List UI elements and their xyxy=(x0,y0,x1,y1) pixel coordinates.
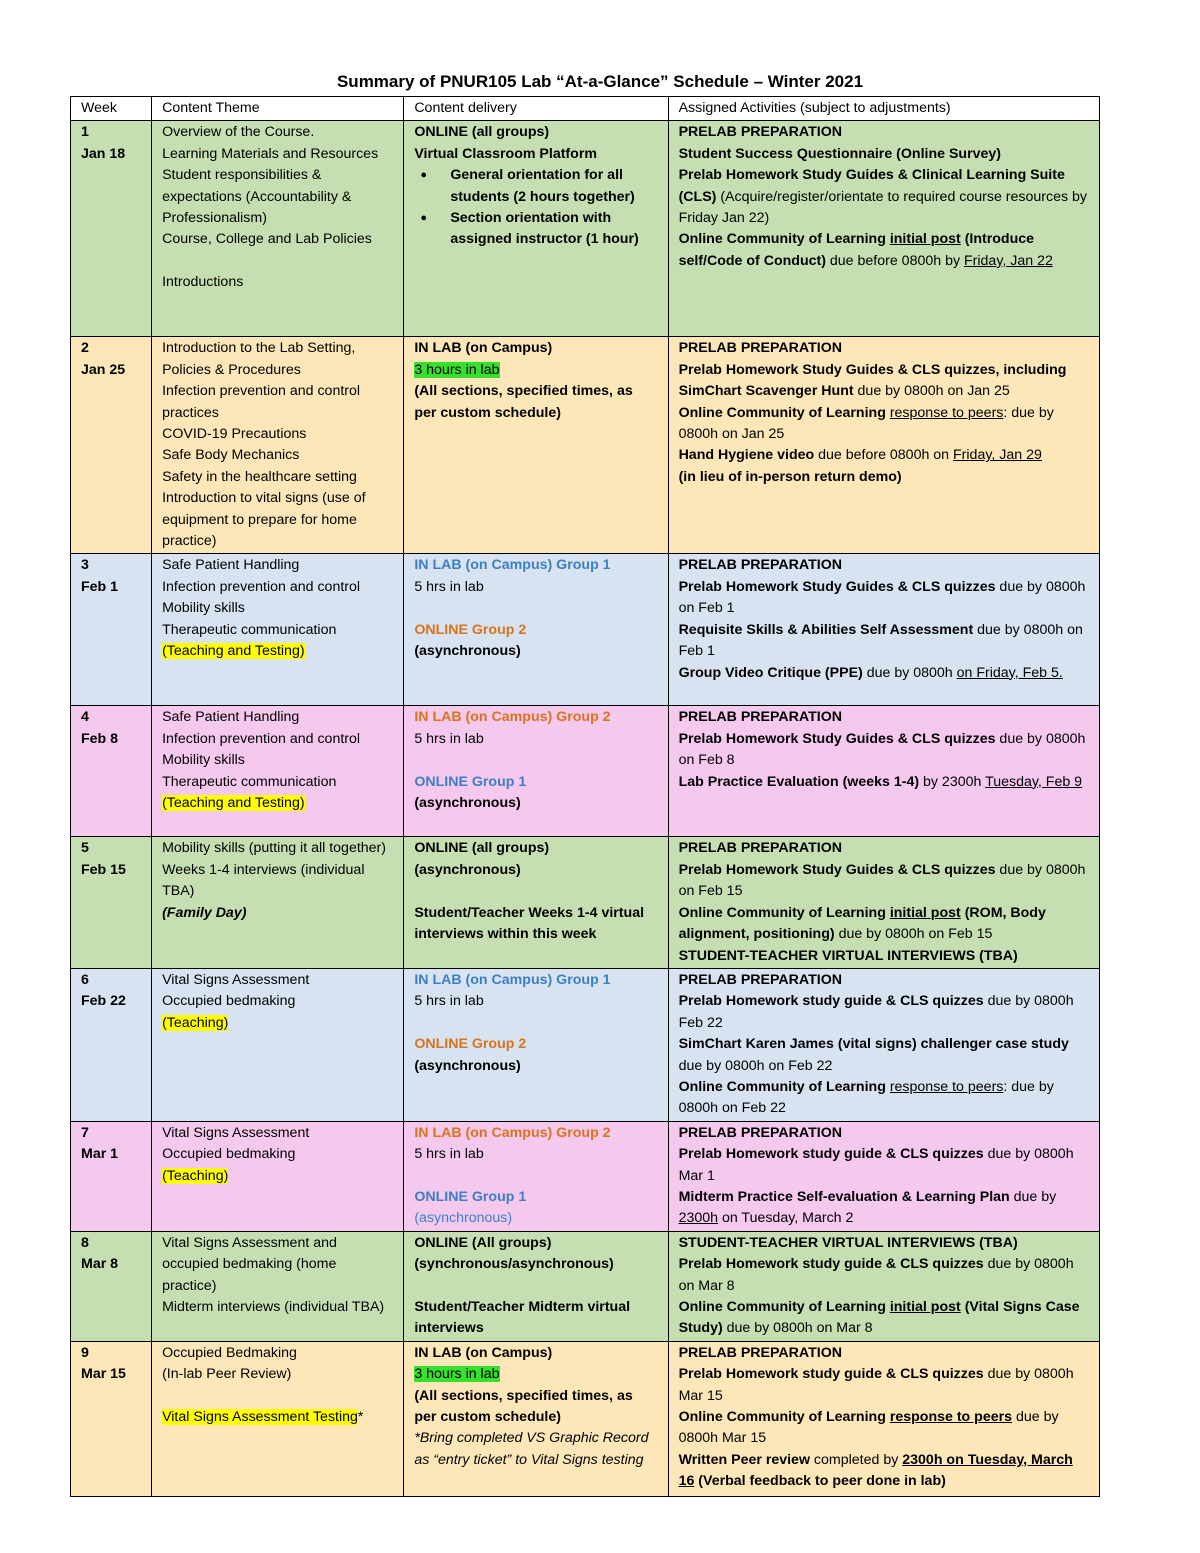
delivery-mode: ONLINE (all groups) xyxy=(414,124,550,141)
table-row xyxy=(71,706,1100,837)
theme-line: Occupied bedmaking xyxy=(162,993,296,1010)
activity-item xyxy=(679,1077,1089,1120)
activity-text: (Vital Signs Case Study) xyxy=(678,1299,1080,1337)
theme-line: Therapeutic communication xyxy=(162,621,337,638)
delivery-note: (asynchronous) xyxy=(414,795,521,812)
activity-text: completed by xyxy=(809,1451,903,1468)
activity-text: response to peers xyxy=(889,1409,1013,1426)
delivery-bullet: ● Section orientation with assigned instructor (1 hour) xyxy=(414,208,657,251)
delivery-cell xyxy=(404,1121,668,1231)
activity-item: (in lieu of in-person return demo) xyxy=(678,468,902,485)
activity-text: due by 0800h xyxy=(862,664,957,681)
week-cell xyxy=(71,968,152,1121)
week-number: 1 xyxy=(81,124,89,141)
activity-item xyxy=(679,1407,1089,1450)
activity-text: on Friday, Feb 5. xyxy=(956,664,1063,681)
activity-text: Online Community of Learning xyxy=(678,231,890,248)
activity-text: due by 0800h on Feb 1 xyxy=(678,578,1086,617)
activity-text: due by 0800h on Mar 8 xyxy=(722,1320,873,1337)
activity-text: Online Community of Learning xyxy=(678,1078,890,1095)
header-week: Week xyxy=(71,97,152,121)
theme-line: Safe Patient Handling xyxy=(162,709,300,726)
activity-text: due by 0800h on Feb 15 xyxy=(834,926,993,943)
delivery-group: IN LAB (on Campus) Group 1 xyxy=(414,557,611,574)
header-theme: Content Theme xyxy=(152,97,404,121)
theme-highlight: Vital Signs Assessment Testing xyxy=(162,1409,358,1426)
delivery-hours: 5 hrs in lab xyxy=(414,578,484,595)
activity-text: (Acquire/register/orientate to required course resources by Friday Jan 22) xyxy=(678,188,1088,227)
week-date: Feb 8 xyxy=(81,730,119,747)
theme-line: Midterm interviews (individual TBA) xyxy=(162,1299,385,1315)
activity-text: Friday, Jan 22 xyxy=(964,252,1053,269)
delivery-group: IN LAB (on Campus) Group 2 xyxy=(414,709,611,726)
delivery-cell xyxy=(404,837,668,968)
delivery-hours: 5 hrs in lab xyxy=(414,730,484,747)
activity-text: due by 0800h on Feb 15 xyxy=(678,861,1086,900)
week-date: Mar 1 xyxy=(81,1146,119,1163)
activity-text: (Verbal feedback to peer done in lab) xyxy=(694,1473,946,1490)
spacer xyxy=(414,750,657,771)
delivery-cell xyxy=(404,706,668,837)
delivery-mode: ONLINE (all groups) xyxy=(414,840,550,857)
activity-item xyxy=(679,577,1089,620)
activity-item xyxy=(679,360,1089,403)
week-date: Mar 8 xyxy=(81,1256,119,1273)
spacer xyxy=(162,1386,393,1407)
delivery-platform: Virtual Classroom Platform xyxy=(414,145,597,162)
activities-cell xyxy=(668,706,1099,837)
activity-text: due by 0800h Mar 15 xyxy=(678,1409,1059,1447)
activity-text: (ROM, Body alignment, positioning) xyxy=(678,904,1046,943)
activity-text: (Introduce self/Code of Conduct) xyxy=(678,231,1035,269)
activity-item xyxy=(679,403,1089,446)
activity-text: due by 0800h on Jan 25 xyxy=(853,383,1010,400)
activity-text: Friday, Jan 29 xyxy=(953,447,1042,464)
table-row xyxy=(71,968,1100,1121)
activity-heading: PRELAB PREPARATION xyxy=(678,557,842,574)
week-number: 3 xyxy=(81,557,89,574)
activity-text: Prelab Homework Study Guides & Clinical Learning Suite (CLS) xyxy=(678,167,1065,205)
activity-text: due by 0800h Mar 15 xyxy=(678,1366,1074,1404)
delivery-group: IN LAB (on Campus) Group 2 xyxy=(414,1124,611,1141)
delivery-cell xyxy=(404,1341,668,1496)
activity-text: due before 0800h by xyxy=(825,252,964,269)
delivery-note: (asynchronous) xyxy=(414,861,521,878)
delivery-group: IN LAB (on Campus) Group 1 xyxy=(414,971,611,988)
theme-line: Mobility skills (putting it all together) xyxy=(162,840,387,857)
activity-text: Midterm Practice Self-evaluation & Learning Plan xyxy=(678,1188,1010,1205)
activities-cell xyxy=(668,1231,1099,1341)
activity-text: Prelab Homework Study Guides & CLS quizzes xyxy=(678,578,996,595)
table-row xyxy=(71,554,1100,706)
theme-line: Occupied bedmaking xyxy=(162,1146,296,1163)
week-date: Feb 1 xyxy=(81,578,119,595)
delivery-note: (All sections, specified times, as per custom schedule) xyxy=(414,1387,633,1426)
delivery-group: ONLINE Group 2 xyxy=(414,1036,527,1053)
activity-text: Prelab Homework Study Guides & CLS quizzes xyxy=(678,730,996,747)
activity-text: Requisite Skills & Abilities Self Assessment xyxy=(678,621,974,638)
activity-item xyxy=(679,903,1089,946)
spacer xyxy=(414,1166,657,1187)
delivery-note: *Bring completed VS Graphic Record as “entry ticket” to Vital Signs testing xyxy=(414,1430,649,1468)
delivery-group: ONLINE Group 1 xyxy=(414,773,527,790)
theme-highlight: (Teaching) xyxy=(162,1014,229,1031)
activity-item xyxy=(679,445,1089,466)
activities-cell xyxy=(668,837,1099,968)
activity-item xyxy=(679,729,1089,772)
header-activities: Assigned Activities (subject to adjustments) xyxy=(668,97,1099,121)
activity-text: due by xyxy=(1009,1188,1057,1205)
activity-item xyxy=(679,860,1089,903)
activity-text: Group Video Critique (PPE) xyxy=(678,664,863,681)
week-cell xyxy=(71,1231,152,1341)
theme-line: Infection prevention and control xyxy=(162,730,361,747)
theme-line: Introduction to the Lab Setting, Policies & Procedures xyxy=(162,340,356,378)
spacer xyxy=(414,1013,657,1034)
activity-heading: STUDENT-TEACHER VIRTUAL INTERVIEWS (TBA) xyxy=(678,1234,1018,1251)
theme-line: Infection prevention and control xyxy=(162,578,361,595)
delivery-note: Student/Teacher Weeks 1-4 virtual interviews within this week xyxy=(414,904,645,943)
week-number: 7 xyxy=(81,1124,89,1141)
header-delivery: Content delivery xyxy=(404,97,668,121)
activity-heading: PRELAB PREPARATION xyxy=(678,124,842,141)
page-title: Summary of PNUR105 Lab “At-a-Glance” Schedule – Winter 2021 xyxy=(336,72,864,91)
theme-cell xyxy=(152,968,404,1121)
delivery-note: Student/Teacher Midterm virtual interviews xyxy=(414,1298,631,1337)
activity-text: Prelab Homework study guide & CLS quizzes xyxy=(678,1366,984,1383)
activity-text: response to peers xyxy=(889,404,1004,421)
spacer xyxy=(162,251,393,272)
theme-cell xyxy=(152,1231,404,1341)
theme-line: Introductions xyxy=(162,274,244,291)
week-number: 2 xyxy=(81,340,89,357)
spacer xyxy=(414,881,657,902)
theme-cell xyxy=(152,337,404,554)
activity-text: Online Community of Learning xyxy=(678,404,890,421)
activity-item xyxy=(679,663,1089,684)
activity-item xyxy=(679,772,1089,793)
week-date: Feb 15 xyxy=(81,861,126,878)
activity-text: Hand Hygiene video xyxy=(678,447,815,464)
theme-line: Mobility skills xyxy=(162,752,245,769)
activity-item: STUDENT-TEACHER VIRTUAL INTERVIEWS (TBA) xyxy=(678,947,1018,964)
delivery-mode: IN LAB (on Campus) xyxy=(414,340,553,357)
theme-line: Infection prevention and control practices xyxy=(162,383,361,421)
activities-cell xyxy=(668,337,1099,554)
theme-line: Therapeutic communication xyxy=(162,773,337,790)
delivery-hours: 3 hours in lab xyxy=(414,361,500,378)
table-row xyxy=(71,837,1100,968)
activity-heading: PRELAB PREPARATION xyxy=(678,709,842,726)
theme-line: Course, College and Lab Policies xyxy=(162,231,372,248)
schedule-table xyxy=(70,96,1100,1497)
table-row xyxy=(71,337,1100,554)
delivery-bullet: ● General orientation for all students (2 hours together) xyxy=(414,165,657,208)
delivery-cell xyxy=(404,337,668,554)
week-cell xyxy=(71,554,152,706)
theme-asterisk: * xyxy=(357,1409,364,1426)
activity-item xyxy=(679,620,1089,663)
activity-text: Prelab Homework study guide & CLS quizzes xyxy=(678,993,984,1010)
activity-item xyxy=(679,1144,1089,1187)
week-date: Jan 25 xyxy=(81,361,126,378)
theme-cell xyxy=(152,706,404,837)
theme-line: Mobility skills xyxy=(162,600,245,617)
activity-text: initial post xyxy=(889,904,961,921)
activity-text: due by 0800h on Feb 22 xyxy=(678,1057,833,1074)
header-row xyxy=(71,97,1100,121)
week-cell xyxy=(71,1341,152,1496)
delivery-group: ONLINE Group 1 xyxy=(414,1188,527,1205)
activity-text: due by 0800h Mar 1 xyxy=(678,1146,1074,1184)
activity-heading: PRELAB PREPARATION xyxy=(678,1344,842,1361)
week-cell xyxy=(71,837,152,968)
spacer xyxy=(414,1276,657,1297)
theme-line: Learning Materials and Resources xyxy=(162,145,379,162)
activity-item xyxy=(679,1297,1089,1340)
table-row xyxy=(71,1121,1100,1231)
activity-text: due by 0800h on Feb 1 xyxy=(678,621,1083,660)
activity-heading: PRELAB PREPARATION xyxy=(678,340,842,357)
week-number: 4 xyxy=(81,709,89,726)
activity-text: 2300h xyxy=(678,1210,719,1227)
theme-line: Weeks 1-4 interviews (individual TBA) xyxy=(162,861,365,900)
theme-line: Overview of the Course. xyxy=(162,124,315,141)
theme-line: Occupied Bedmaking xyxy=(162,1344,297,1361)
theme-line: Safety in the healthcare setting xyxy=(162,468,357,485)
activity-text: Prelab Homework study guide & CLS quizzes xyxy=(678,1146,984,1163)
theme-line: (In-lab Peer Review) xyxy=(162,1366,292,1383)
activity-item: Student Success Questionnaire (Online Survey) xyxy=(678,145,1002,162)
week-cell xyxy=(71,121,152,337)
table-row xyxy=(71,121,1100,337)
activity-item xyxy=(679,1450,1089,1493)
activities-cell xyxy=(668,121,1099,337)
theme-note: (Family Day) xyxy=(162,904,247,921)
activity-text: on Tuesday, March 2 xyxy=(718,1210,854,1227)
delivery-note: (asynchronous) xyxy=(414,1210,513,1227)
table-row xyxy=(71,1341,1100,1496)
week-date: Jan 18 xyxy=(81,145,126,162)
activity-text: : due by 0800h on Feb 22 xyxy=(678,1078,1054,1117)
delivery-group: ONLINE Group 2 xyxy=(414,621,527,638)
week-date: Feb 22 xyxy=(81,993,126,1010)
theme-line: Safe Body Mechanics xyxy=(162,447,300,464)
theme-cell xyxy=(152,1341,404,1496)
activity-text: due by 0800h on Mar 8 xyxy=(678,1256,1074,1294)
activity-text: due before 0800h on xyxy=(814,447,954,464)
activity-text: Written Peer review xyxy=(678,1451,810,1468)
delivery-cell xyxy=(404,554,668,706)
week-number: 9 xyxy=(81,1344,89,1361)
activity-heading: PRELAB PREPARATION xyxy=(678,1124,842,1141)
activity-item xyxy=(679,1187,1089,1230)
activity-text: response to peers xyxy=(889,1078,1004,1095)
delivery-hours: 5 hrs in lab xyxy=(414,1146,484,1163)
activity-text: initial post xyxy=(889,231,961,248)
theme-line: Vital Signs Assessment xyxy=(162,971,310,988)
week-date: Mar 15 xyxy=(81,1366,126,1383)
activity-text: Online Community of Learning xyxy=(678,1409,890,1426)
delivery-hours: 5 hrs in lab xyxy=(414,993,484,1010)
activity-text: due by 0800h on Feb 8 xyxy=(678,730,1086,769)
activity-text: Online Community of Learning xyxy=(678,904,890,921)
activities-cell xyxy=(668,554,1099,706)
activity-text: 2300h on Tuesday, March 16 xyxy=(678,1451,1073,1490)
delivery-cell xyxy=(404,121,668,337)
delivery-mode: IN LAB (on Campus) xyxy=(414,1344,553,1361)
activities-cell xyxy=(668,1121,1099,1231)
activity-text: Tuesday, Feb 9 xyxy=(985,773,1083,790)
theme-line: Safe Patient Handling xyxy=(162,557,300,574)
week-cell xyxy=(71,1121,152,1231)
theme-cell xyxy=(152,837,404,968)
activity-text: : due by 0800h on Jan 25 xyxy=(678,404,1054,443)
activity-item xyxy=(679,1254,1089,1297)
theme-cell xyxy=(152,121,404,337)
activity-text: Prelab Homework study guide & CLS quizzes xyxy=(678,1256,984,1273)
theme-line: Vital Signs Assessment and occupied bedmaking (home practice) xyxy=(162,1234,337,1294)
activity-text: Lab Practice Evaluation (weeks 1-4) xyxy=(678,773,920,790)
delivery-note: (asynchronous) xyxy=(414,1057,521,1074)
spacer xyxy=(414,598,657,619)
activity-item xyxy=(679,229,1089,272)
activity-item xyxy=(679,165,1089,229)
theme-line: Student responsibilities & expectations (Accountability & Professionalism) xyxy=(162,167,352,227)
week-number: 6 xyxy=(81,971,89,988)
theme-highlight: (Teaching and Testing) xyxy=(162,795,305,812)
week-cell xyxy=(71,337,152,554)
theme-highlight: (Teaching and Testing) xyxy=(162,643,305,660)
activity-text: initial post xyxy=(889,1299,961,1315)
delivery-note: (All sections, specified times, as per custom schedule) xyxy=(414,383,633,421)
week-cell xyxy=(71,706,152,837)
theme-line: Introduction to vital signs (use of equipment to prepare for home practice) xyxy=(162,490,366,550)
delivery-note: (asynchronous) xyxy=(414,643,521,660)
theme-line: Vital Signs Assessment xyxy=(162,1124,310,1141)
delivery-bullets xyxy=(414,165,657,251)
activity-item xyxy=(679,1364,1089,1407)
activity-item xyxy=(679,1034,1089,1077)
activity-heading: PRELAB PREPARATION xyxy=(678,840,842,857)
theme-cell xyxy=(152,1121,404,1231)
activity-text: by 2300h xyxy=(919,773,986,790)
theme-highlight: (Teaching) xyxy=(162,1167,229,1184)
week-number: 8 xyxy=(81,1234,89,1251)
activity-heading: PRELAB PREPARATION xyxy=(678,971,842,988)
activity-text: Prelab Homework Study Guides & CLS quizzes xyxy=(678,861,996,878)
delivery-cell xyxy=(404,968,668,1121)
delivery-hours: 3 hours in lab xyxy=(414,1366,500,1383)
activity-text: due by 0800h Feb 22 xyxy=(678,993,1074,1031)
theme-line: COVID-19 Precautions xyxy=(162,426,307,443)
table-row xyxy=(71,1231,1100,1341)
delivery-note: (synchronous/asynchronous) xyxy=(414,1256,614,1273)
activities-cell xyxy=(668,1341,1099,1496)
activities-cell xyxy=(668,968,1099,1121)
activity-text: Prelab Homework Study Guides & CLS quizzes, including SimChart Scavenger Hunt xyxy=(678,361,1067,400)
theme-cell xyxy=(152,554,404,706)
activity-text: SimChart Karen James (vital signs) challenger case study xyxy=(678,1036,1069,1053)
delivery-mode: ONLINE (All groups) xyxy=(414,1234,552,1251)
delivery-cell xyxy=(404,1231,668,1341)
activity-text: Online Community of Learning xyxy=(678,1299,890,1315)
week-number: 5 xyxy=(81,840,89,857)
activity-item xyxy=(679,991,1089,1034)
